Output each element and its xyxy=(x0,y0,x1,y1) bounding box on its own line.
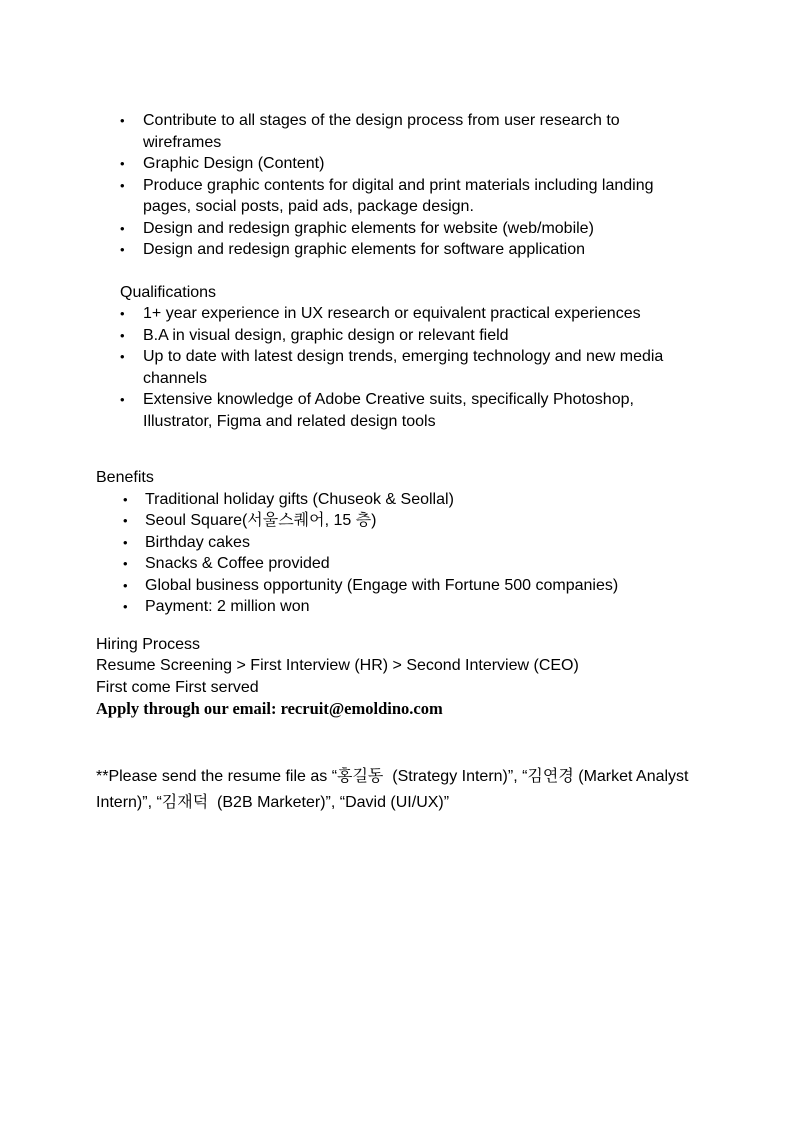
list-item xyxy=(123,553,698,575)
bullet-icon: • xyxy=(120,306,125,321)
bullet-icon: • xyxy=(123,513,128,528)
list-item-text: Design and redesign graphic elements for website (web/mobile) xyxy=(143,219,594,237)
bullet-icon: • xyxy=(120,392,125,407)
list-item xyxy=(120,110,698,153)
list-item-text: Extensive knowledge of Adobe Creative suits, specifically Photoshop, Illustrator, Figma and related design tools xyxy=(143,391,634,430)
list-item xyxy=(123,575,698,597)
list-item-text: B.A in visual design, graphic design or relevant field xyxy=(143,326,509,344)
list-item-text: Seoul Square(서울스퀘어, 15 층) xyxy=(145,512,377,529)
list-item-text: Birthday cakes xyxy=(145,533,250,551)
bullet-icon: • xyxy=(120,327,125,343)
resume-note: **Please send the resume file as “홍길동 (Strategy Intern)”, “김연경 (Market Analyst Intern)”, “김재덕 (B2B Marketer)”, “David (UI/UX)” xyxy=(96,767,693,811)
bullet-icon: • xyxy=(120,242,125,257)
list-item xyxy=(120,346,698,389)
bullet-icon: • xyxy=(123,556,128,571)
list-item-text: Graphic Design (Content) xyxy=(143,155,325,172)
hiring-steps-line: Resume Screening > First Interview (HR) > Second Interview (CEO) xyxy=(96,657,579,674)
responsibilities-list xyxy=(120,110,698,261)
list-item xyxy=(120,389,698,432)
benefits-list xyxy=(123,489,698,618)
list-item-text: Contribute to all stages of the design process from user research to wireframes xyxy=(143,112,620,151)
list-item xyxy=(123,489,698,511)
benefits-heading: Benefits xyxy=(96,469,154,486)
list-item-text: Global business opportunity (Engage with Fortune 500 companies) xyxy=(145,576,619,594)
bullet-icon: • xyxy=(123,577,128,593)
list-item-text: Snacks & Coffee provided xyxy=(145,555,330,572)
list-item xyxy=(123,596,698,618)
list-item xyxy=(123,532,698,554)
list-item xyxy=(120,303,698,325)
list-item xyxy=(120,325,698,347)
bullet-icon: • xyxy=(120,177,125,193)
list-item-text: 1+ year experience in UX research or equivalent practical experiences xyxy=(143,305,641,322)
bullet-icon: • xyxy=(123,491,128,507)
apply-email-line: Apply through our email: recruit@emoldino.com xyxy=(96,699,443,718)
bullet-icon: • xyxy=(120,156,125,171)
bullet-icon: • xyxy=(120,220,125,236)
bullet-icon: • xyxy=(120,113,125,128)
qualifications-list xyxy=(120,303,698,432)
qualifications-heading: Qualifications xyxy=(120,283,217,301)
hiring-policy-line: First come First served xyxy=(96,678,259,696)
list-item-text: Up to date with latest design trends, emerging technology and new media channels xyxy=(143,348,664,387)
list-item xyxy=(120,239,698,261)
bullet-icon: • xyxy=(120,349,125,364)
list-item xyxy=(123,510,698,532)
hiring-process-heading: Hiring Process xyxy=(96,635,201,653)
list-item xyxy=(120,153,698,175)
list-item-text: Design and redesign graphic elements for software application xyxy=(143,241,586,258)
list-item xyxy=(120,175,698,218)
list-item-text: Produce graphic contents for digital and print materials including landing pages, social posts, paid ads, package design. xyxy=(143,176,654,215)
list-item-text: Payment: 2 million won xyxy=(145,598,310,615)
bullet-icon: • xyxy=(123,599,128,614)
list-item-text: Traditional holiday gifts (Chuseok & Seollal) xyxy=(145,490,454,508)
list-item xyxy=(120,218,698,240)
bullet-icon: • xyxy=(123,534,128,550)
